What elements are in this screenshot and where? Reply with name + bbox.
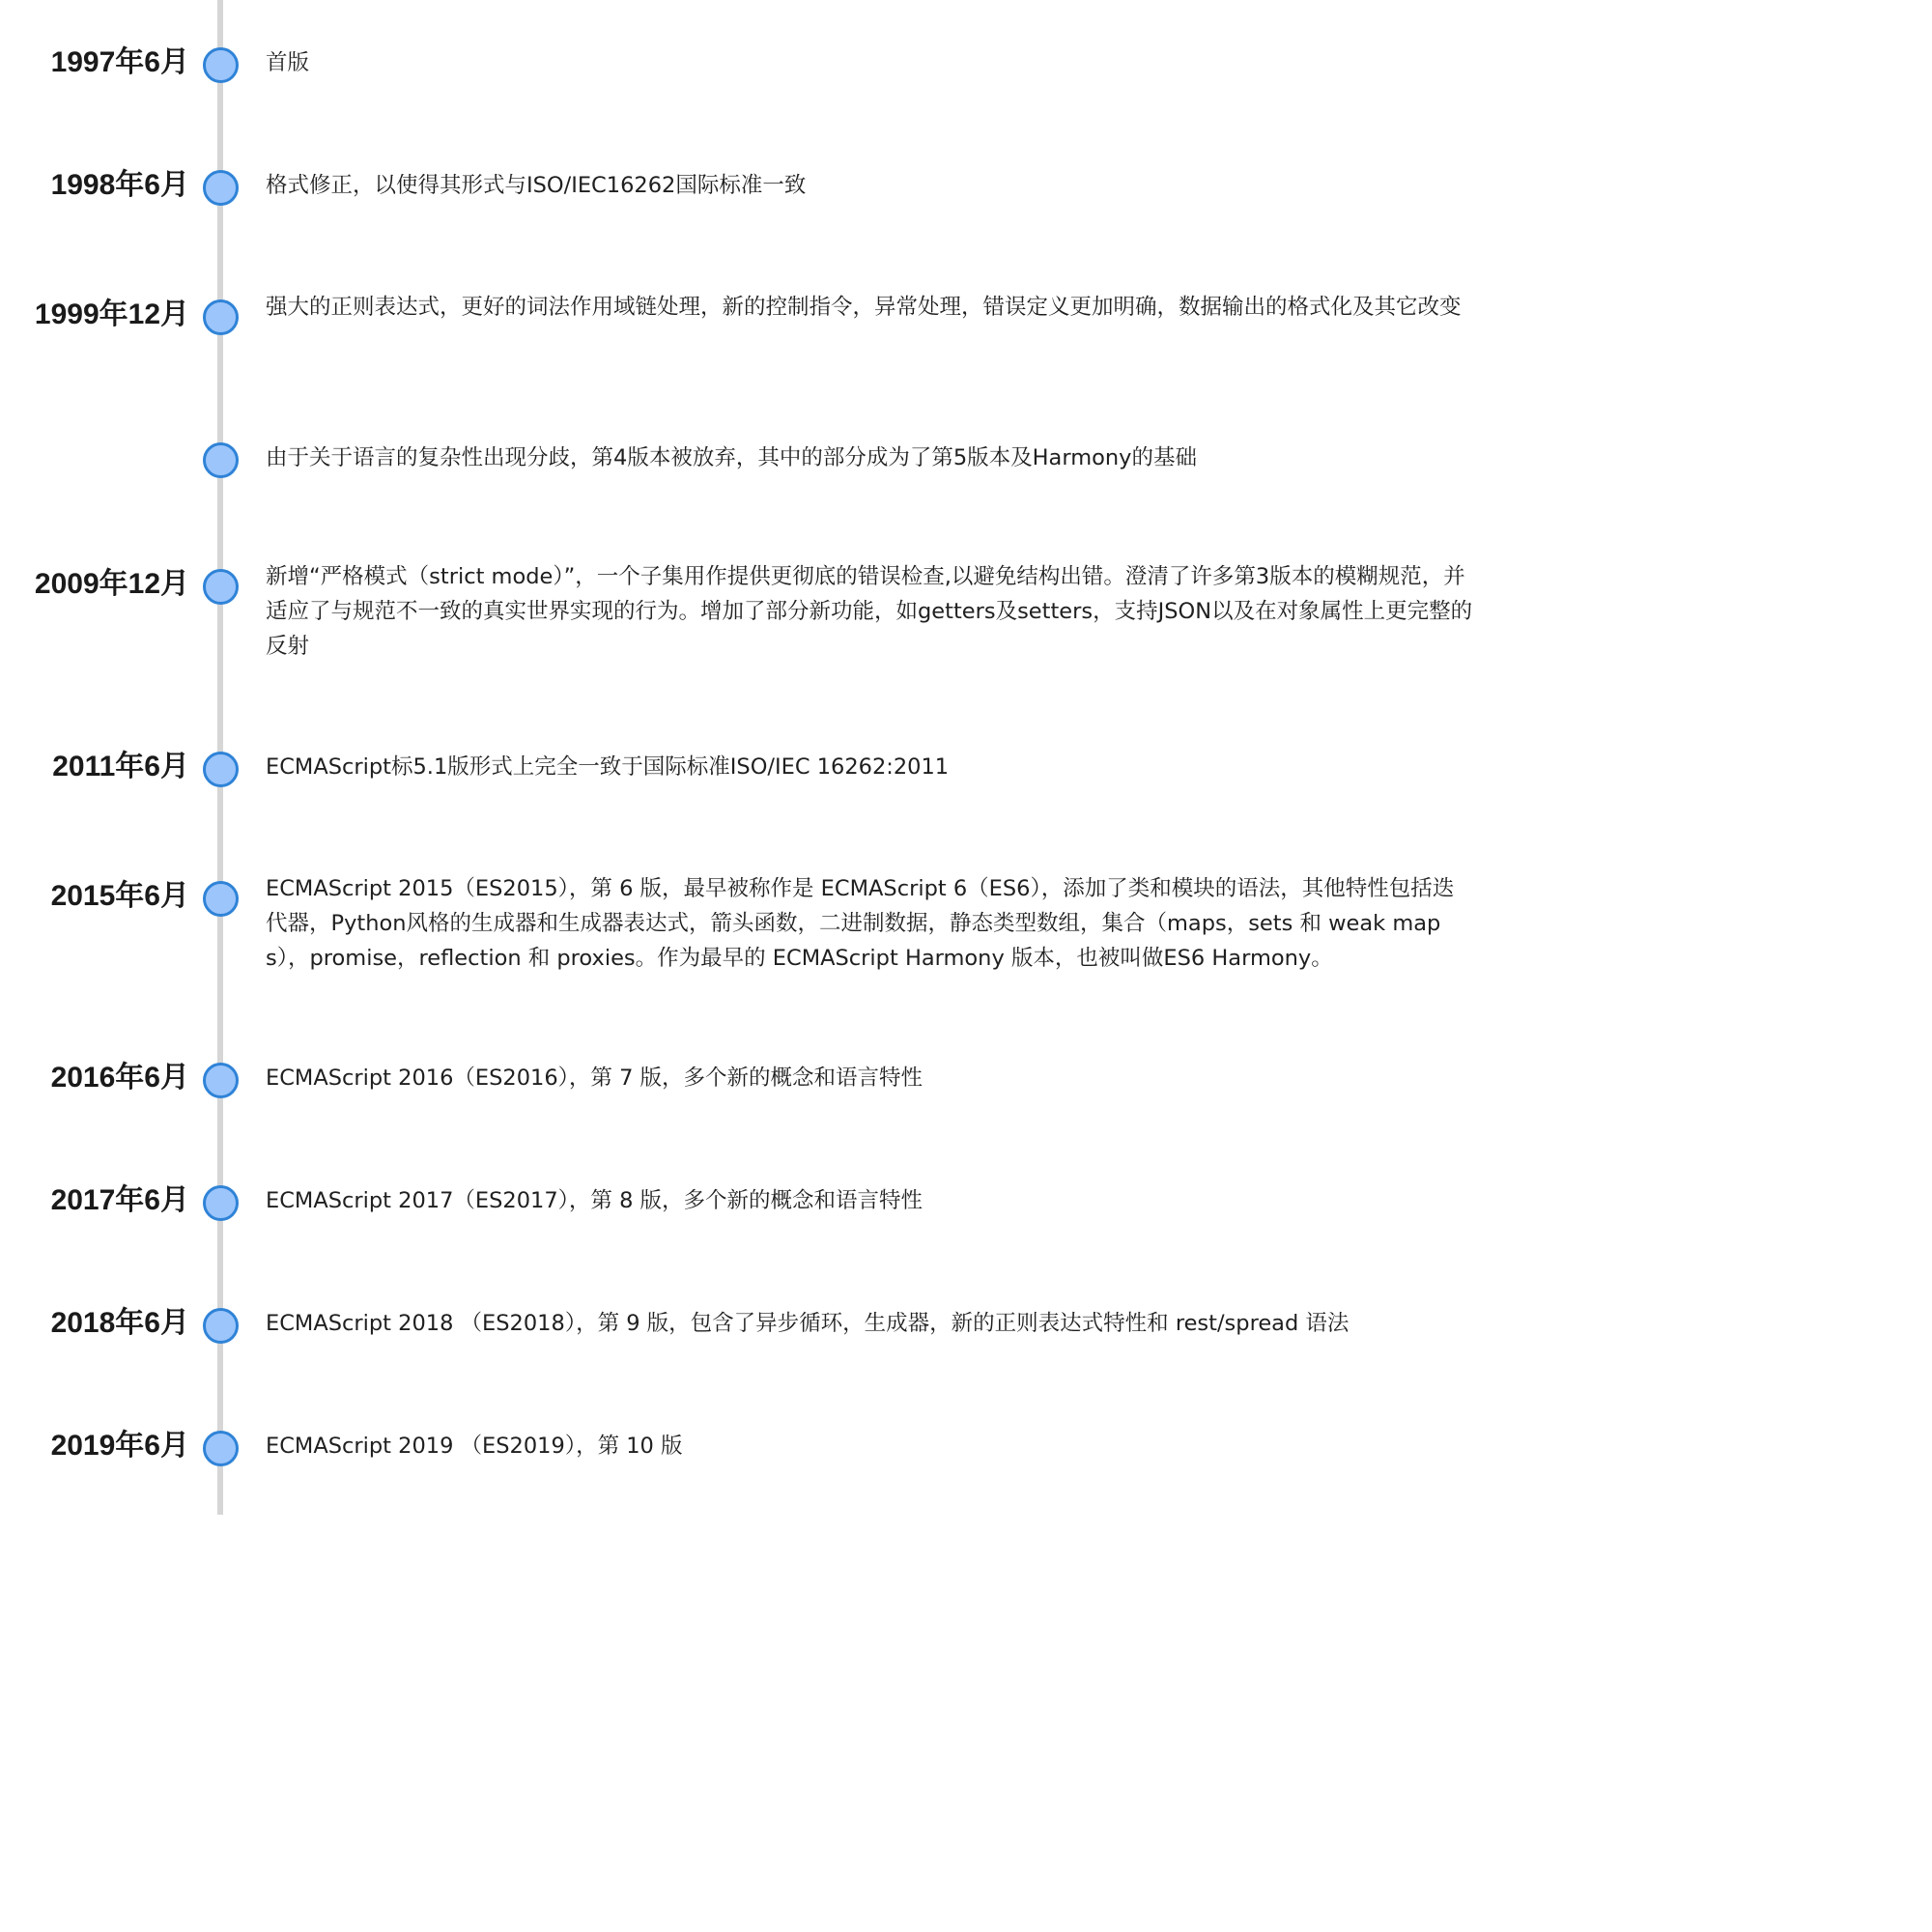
entry-description: ECMAScript 2016（ES2016），第 7 版，多个新的概念和语言特性 — [266, 1065, 923, 1091]
entry-description: ECMAScript 2018 （ES2018），第 9 版，包含了异步循环，生成器，新的正则表达式特性和 rest/spread 语法 — [266, 1311, 1350, 1336]
timeline-dot — [203, 170, 239, 206]
entry-date: 2018年6月 — [50, 1307, 189, 1339]
entry-date: 1997年6月 — [50, 46, 189, 78]
entry-description: ECMAScript 2019 （ES2019），第 10 版 — [266, 1434, 683, 1459]
entry-description: ECMAScript 2015（ES2015），第 6 版，最早被称作是 ECMAScript 6（ES6），添加了类和模块的语法，其他特性包括迭代器，Python风格的生成器和生成器表达式，箭头函数，二进制数据，静态类型数组，集合（maps，sets 和 weak maps），promise，reflection 和 proxies。作为最早的 ECMAScript Harmony 版本，也被叫做ES6 Harmony。 — [266, 876, 1455, 971]
entry-date: 1999年12月 — [34, 298, 189, 330]
timeline-dot — [203, 1308, 239, 1344]
timeline-dot — [203, 569, 239, 605]
entry-description: 新增“严格模式（strict mode）”，一个子集用作提供更彻底的错误检查,以避免结构出错。澄清了许多第3版本的模糊规范，并适应了与规范不一致的真实世界实现的行为。增加了部分新功能，如getters及setters，支持JSON以及在对象属性上更完整的反射 — [266, 564, 1473, 659]
entry-description: 强大的正则表达式，更好的词法作用域链处理，新的控制指令，异常处理，错误定义更加明确，数据输出的格式化及其它改变 — [266, 295, 1462, 320]
timeline-dot — [203, 1185, 239, 1221]
timeline-dot — [203, 881, 239, 917]
entry-description: 由于关于语言的复杂性出现分歧，第4版本被放弃，其中的部分成为了第5版本及Harmony的基础 — [266, 445, 1197, 470]
timeline-dot — [203, 1431, 239, 1466]
entry-date: 2016年6月 — [50, 1062, 189, 1094]
timeline-dot — [203, 299, 239, 335]
entry-description: 首版 — [266, 50, 310, 75]
entry-date: 1998年6月 — [50, 169, 189, 201]
entry-date: 2015年6月 — [50, 880, 189, 912]
entry-description: 格式修正，以使得其形式与ISO/IEC16262国际标准一致 — [266, 173, 807, 198]
entry-date: 2011年6月 — [52, 751, 189, 782]
timeline-dot — [203, 752, 239, 787]
timeline-dot — [203, 1063, 239, 1098]
timeline-dot — [203, 442, 239, 478]
entry-description: ECMAScript 2017（ES2017），第 8 版，多个新的概念和语言特性 — [266, 1188, 923, 1213]
timeline-dot — [203, 47, 239, 83]
entry-date: 2017年6月 — [50, 1184, 189, 1216]
entry-date: 2009年12月 — [34, 568, 189, 600]
entry-date: 2019年6月 — [50, 1430, 189, 1462]
entry-description: ECMAScript标5.1版形式上完全一致于国际标准ISO/IEC 16262:2011 — [266, 754, 950, 780]
